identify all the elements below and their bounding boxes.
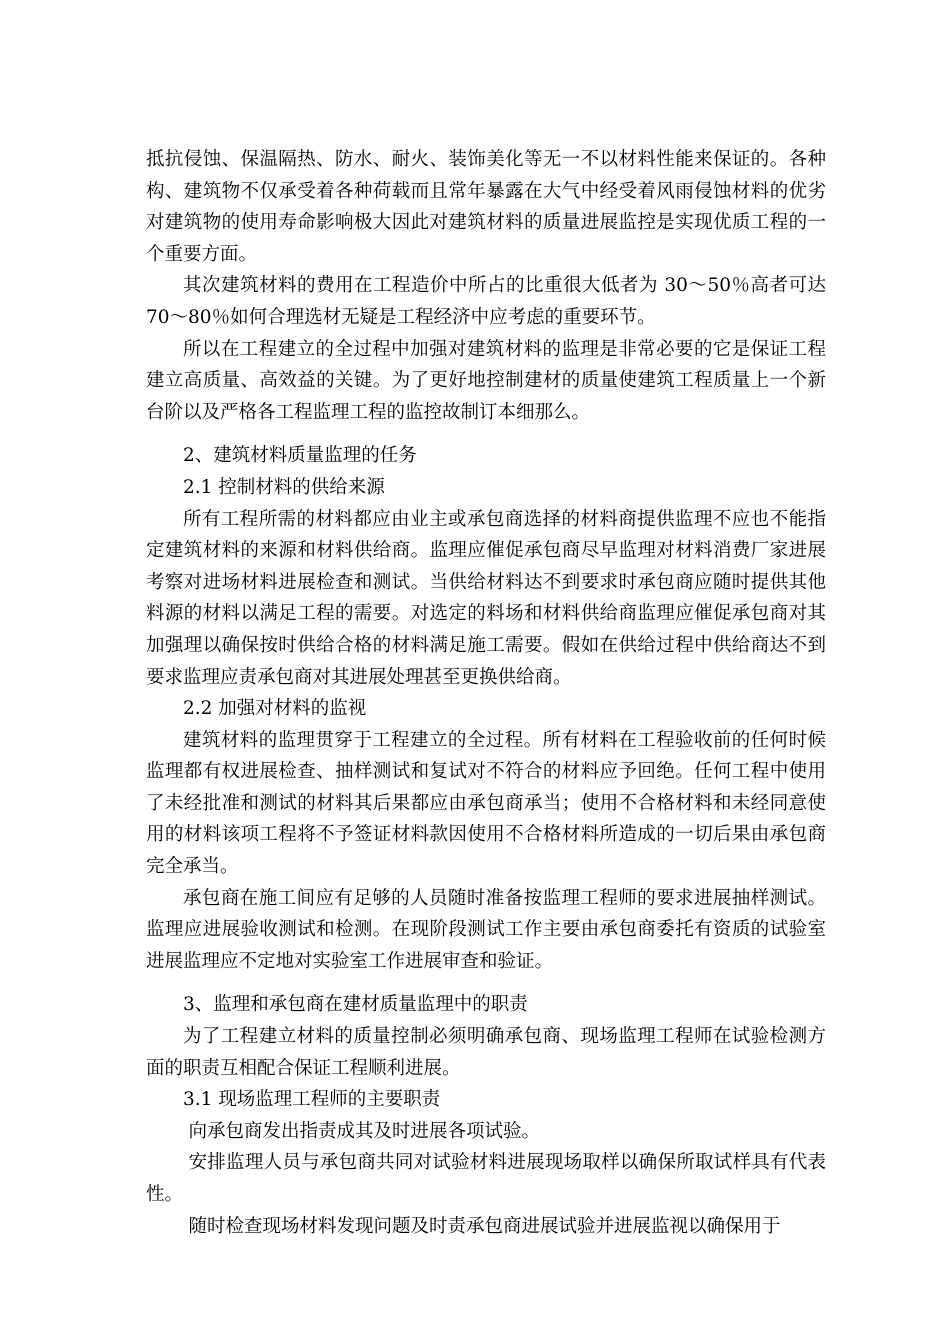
subsection-heading-2-1: 2.1 控制材料的供给来源: [183, 476, 385, 498]
section-heading-3: 3、监理和承包商在建材质量监理中的职责: [183, 994, 528, 1016]
paragraph-material-monitoring: 建筑材料的监理贯穿于工程建立的全过程。所有材料在工程验收前的任何时候监理都有权进展检查、抽样测试和复试对不符合的材料应予回绝。任何工程中使用了未经批准和测试的材料其后果都应由承包商承当；使用不合格材料和未经同意使用的材料该项工程将不予签证材料款因使用不合格材料所造成的一切后果由承包商完全承当。: [146, 729, 826, 878]
paragraph-duty-3: 随时检查现场材料发现问题及时责承包商进展试验并进展监视以确保用于: [188, 1215, 781, 1237]
paragraph-sampling-testing: 承包商在施工间应有足够的人员随时准备按监理工程师的要求进展抽样测试。监理应进展验收测试和检测。在现阶段测试工作主要由承包商委托有资质的试验室进展监理应不定地对实验室工作进展审查和验证。: [146, 887, 826, 972]
paragraph-responsibilities-intro: 为了工程建立材料的质量控制必须明确承包商、现场监理工程师在试验检测方面的职责互相配合保证工程顺利进展。: [146, 1026, 826, 1079]
paragraph-duty-1: 向承包商发出指责成其及时进展各项试验。: [188, 1120, 541, 1142]
subsection-heading-2-2: 2.2 加强对材料的监视: [183, 698, 367, 720]
document-page: [146, 144, 826, 1242]
paragraph-supervision-necessity: 所以在工程建立的全过程中加强对建筑材料的监理是非常必要的它是保证工程建立高质量、高效益的关键。为了更好地控制建材的质量使建筑工程质量上一个新台阶以及严格各工程监理工程的监控故制订本细那么。: [146, 338, 826, 423]
paragraph-duty-2: 安排监理人员与承包商共同对试验材料进展现场取样以确保所取试样具有代表性。: [146, 1152, 826, 1205]
subsection-heading-3-1: 3.1 现场监理工程师的主要职责: [183, 1089, 441, 1111]
paragraph-material-cost: 其次建筑材料的费用在工程造价中所占的比重很大低者为 30～50％高者可达 70～80％如何合理选材无疑是工程经济中应考虑的重要环节。: [146, 275, 826, 328]
section-heading-2: 2、建筑材料质量监理的任务: [183, 445, 417, 467]
paragraph-material-importance: 抵抗侵蚀、保温隔热、防水、耐火、装饰美化等无一不以材料性能来保证的。各种构、建筑物不仅承受着各种荷载而且常年暴露在大气中经受着风雨侵蚀材料的优劣对建筑物的使用寿命影响极大因此对建筑材料的质量进展监控是实现优质工程的一个重要方面。: [146, 149, 826, 265]
paragraph-supply-source: 所有工程所需的材料都应由业主或承包商选择的材料商提供监理不应也不能指定建筑材料的来源和材料供给商。监理应催促承包商尽早监理对材料消费厂家进展考察对进场材料进展检查和测试。当供给材料达不到要求时承包商应随时提供其他料源的材料以满足工程的需要。对选定的料场和材料供给商监理应催促承包商对其加强理以确保按时供给合格的材料满足施工需要。假如在供给过程中供给商达不到要求监理应责承包商对其进展处理甚至更换供给商。: [146, 508, 826, 688]
